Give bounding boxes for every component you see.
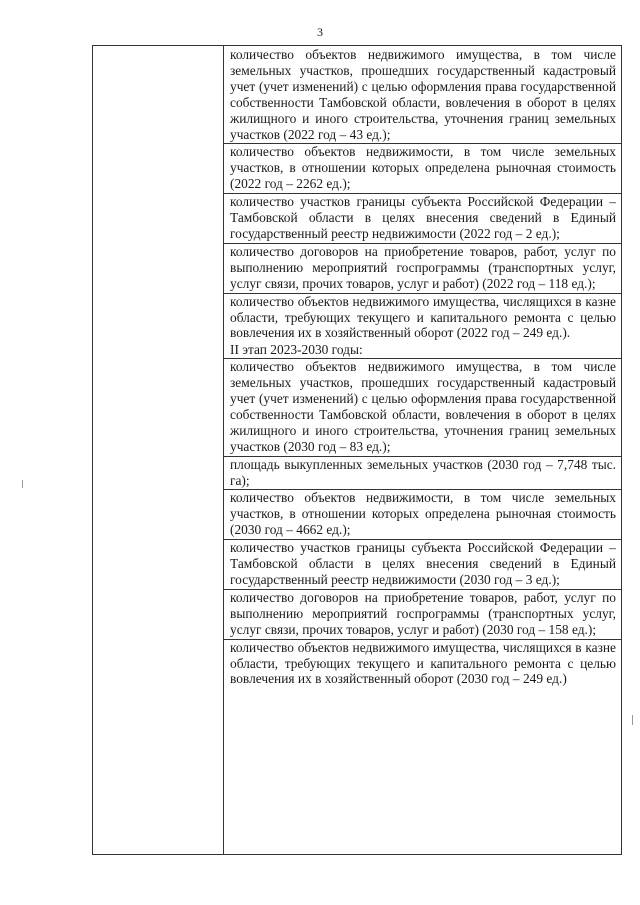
stage2-item: количество объектов недвижимого имущества, в том числе земельных участков, прошедших государственный кадастровый учет (учет изменений) с целью оформления права государственной собственности Тамбовской области, вовлечения в оборот в целях жилищного и иного строительства, уточнения границ земельных участков (2030 год – 83 ед.); <box>224 358 621 456</box>
indicator-table <box>92 45 622 855</box>
table-right-column <box>224 46 621 854</box>
stage1-item: количество договоров на приобретение товаров, работ, услуг по выполнению мероприятий госпрограммы (транспортных услуг, услуг связи, прочих товаров, услуг и работ) (2022 год – 118 ед.); <box>224 244 621 294</box>
scan-artifact-right <box>632 715 633 725</box>
stage2-item: количество объектов недвижимого имущества, числящихся в казне области, требующих текущего и капитального ремонта с целью вовлечения их в хозяйственный оборот (2030 год – 249 ед.) <box>230 639 616 687</box>
stage2-heading: II этап 2023-2030 годы: <box>230 342 363 358</box>
stage2-item: количество объектов недвижимости, в том числе земельных участков, в отношении которых определена рыночная стоимость (2030 год – 4662 ед.); <box>224 490 621 540</box>
stage1-item: количество объектов недвижимости, в том числе земельных участков, в отношении которых определена рыночная стоимость (2022 год – 2262 ед.); <box>224 144 621 194</box>
table-left-column <box>93 46 224 854</box>
stage2-item: количество участков границы субъекта Российской Федерации – Тамбовской области в целях внесения сведений в Единый государственный реестр недвижимости (2030 год – 3 ед.); <box>224 540 621 590</box>
stage2-item: количество договоров на приобретение товаров, работ, услуг по выполнению мероприятий госпрограммы (транспортных услуг, услуг связи, прочих товаров, услуг и работ) (2030 год – 158 ед.); <box>224 590 621 640</box>
stage1-item: количество объектов недвижимого имущества, числящихся в казне области, требующих текущего и капитального ремонта с целью вовлечения их в хозяйственный оборот (2022 год – 249 ед.). <box>230 293 616 341</box>
scan-artifact-left <box>22 480 23 488</box>
stage2-item: площадь выкупленных земельных участков (2030 год – 7,748 тыс. га); <box>224 457 621 491</box>
stage1-item: количество участков границы субъекта Российской Федерации – Тамбовской области в целях внесения сведений в Единый государственный реестр недвижимости (2022 год – 2 ед.); <box>224 194 621 244</box>
page-number: 3 <box>317 25 323 39</box>
stage1-item: количество объектов недвижимого имущества, в том числе земельных участков, прошедших государственный кадастровый учет (учет изменений) с целью оформления права государственной собственности Тамбовской области, вовлечения в оборот в целях жилищного и иного строительства, уточнения границ земельных участков (2022 год – 43 ед.); <box>224 47 621 144</box>
